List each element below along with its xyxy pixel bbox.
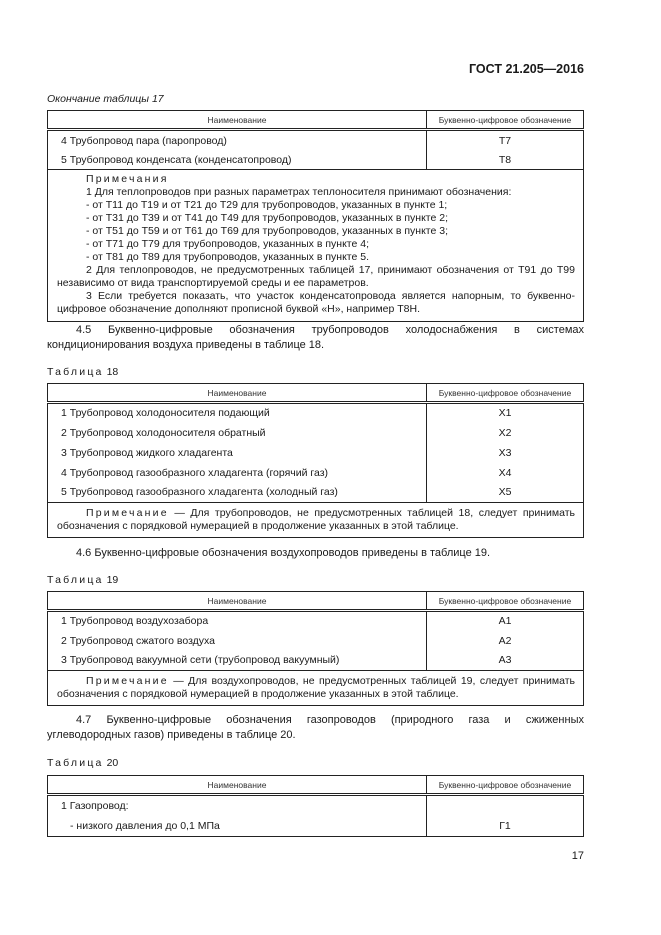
table-caption-number: 18 (106, 366, 119, 378)
note-paragraph-3: 3 Если требуется показать, что участок конденсатопровода является напорным, то буквенно-цифровое обозначение дополняют прописной буквой «Н», например Т8Н. (57, 290, 575, 315)
column-header-code: Буквенно-цифровое обозначение (427, 111, 584, 130)
column-header-name: Наименование (48, 592, 427, 611)
row-name: 2 Трубопровод холодоносителя обратный (48, 423, 427, 443)
table-row (48, 443, 584, 463)
row-name: - низкого давления до 0,1 МПа (48, 817, 427, 837)
table-row (48, 463, 584, 483)
section-4-7-text: 4.7 Буквенно-цифровые обозначения газопроводов (природного газа и сжиженных углеводородных газов) приведены в таблице 20. (47, 714, 584, 741)
column-header-code: Буквенно-цифровое обозначение (427, 776, 584, 795)
table-caption-label: Таблица (47, 757, 104, 769)
note-label: Примечание (86, 675, 169, 687)
table-note-row (48, 671, 584, 706)
note-line: - от Т11 до Т19 и от Т21 до Т29 для трубопроводов, указанных в пункте 1; (86, 199, 448, 211)
row-code: А2 (427, 631, 584, 651)
row-code: Х4 (427, 463, 584, 483)
notes-title: Примечания (86, 173, 169, 185)
row-code: А3 (427, 651, 584, 671)
column-header-code: Буквенно-цифровое обозначение (427, 384, 584, 403)
table-note-row (48, 503, 584, 538)
table-row (48, 423, 584, 443)
page-number: 17 (571, 850, 584, 862)
row-name: 3 Трубопровод вакуумной сети (трубопровод вакуумный) (48, 651, 427, 671)
section-4-5-paragraph (47, 323, 584, 353)
row-code: Т8 (427, 151, 584, 170)
table-caption-number: 20 (106, 757, 119, 769)
table-19 (47, 591, 584, 706)
note-line: - от Т81 до Т89 для трубопроводов, указанных в пункте 5. (86, 251, 369, 263)
table-row (48, 817, 584, 837)
row-code: Г1 (427, 817, 584, 837)
row-name: 3 Трубопровод жидкого хладагента (48, 443, 427, 463)
row-code: Х1 (427, 403, 584, 423)
table-caption-label: Таблица (47, 366, 104, 378)
table-notes-row (48, 170, 584, 322)
table-caption-label: Таблица (47, 574, 104, 586)
column-header-code: Буквенно-цифровое обозначение (427, 592, 584, 611)
table-row (48, 130, 584, 151)
table-20 (47, 775, 584, 837)
row-code (427, 795, 584, 817)
table-header-row (48, 776, 584, 795)
table-header-row (48, 384, 584, 403)
note-text: — Для трубопроводов, не предусмотренных таблицей 18, следует принимать обозначения с порядковой нумерацией в продолжение указанных в этой таблице. (57, 507, 575, 532)
row-name: 4 Трубопровод пара (паропровод) (48, 130, 427, 151)
table-19-caption (47, 574, 118, 586)
column-header-name: Наименование (48, 776, 427, 795)
table-row (48, 151, 584, 170)
row-name: 4 Трубопровод газообразного хладагента (горячий газ) (48, 463, 427, 483)
table-notes (48, 170, 584, 322)
note-line: - от Т31 до Т39 и от Т41 до Т49 для трубопроводов, указанных в пункте 2; (86, 212, 449, 224)
row-code: Х5 (427, 483, 584, 503)
row-code: Х2 (427, 423, 584, 443)
table-header-row (48, 111, 584, 130)
section-4-7-paragraph (47, 713, 584, 743)
row-name: 1 Трубопровод воздухозабора (48, 611, 427, 631)
column-header-name: Наименование (48, 111, 427, 130)
document-code: ГОСТ 21.205—2016 (468, 62, 584, 76)
note-paragraph-2: 2 Для теплопроводов, не предусмотренных таблицей 17, принимают обозначения от Т91 до Т99 независимо от вида транспортируемой среды и ее параметров. (57, 264, 575, 289)
row-name: 1 Трубопровод холодоносителя подающий (48, 403, 427, 423)
note-label: Примечание (86, 507, 169, 519)
table-caption-number: 19 (106, 574, 119, 586)
row-code: А1 (427, 611, 584, 631)
table-note (48, 503, 584, 538)
note-line: - от Т71 до Т79 для трубопроводов, указанных в пункте 4; (86, 238, 369, 250)
table-row (48, 483, 584, 503)
table-note (48, 671, 584, 706)
table-row (48, 403, 584, 423)
table-17-continuation-caption: Окончание таблицы 17 (47, 93, 164, 105)
note-line: 1 Для теплопроводов при разных параметрах теплоносителя принимают обозначения: (86, 186, 512, 198)
row-name: 5 Трубопровод конденсата (конденсатопровод) (48, 151, 427, 170)
row-code: Т7 (427, 130, 584, 151)
section-4-5-text: 4.5 Буквенно-цифровые обозначения трубопроводов холодоснабжения в системах кондиционирования воздуха приведены в таблице 18. (47, 324, 584, 351)
table-row (48, 631, 584, 651)
table-18 (47, 383, 584, 538)
table-row (48, 651, 584, 671)
section-4-6-text: 4.6 Буквенно-цифровые обозначения воздухопроводов приведены в таблице 19. (76, 547, 491, 559)
section-4-6-paragraph (47, 546, 584, 561)
column-header-name: Наименование (48, 384, 427, 403)
table-header-row (48, 592, 584, 611)
row-code: Х3 (427, 443, 584, 463)
table-17 (47, 110, 584, 322)
row-name: 1 Газопровод: (48, 795, 427, 817)
row-name: 2 Трубопровод сжатого воздуха (48, 631, 427, 651)
row-name: 5 Трубопровод газообразного хладагента (холодный газ) (48, 483, 427, 503)
note-text: — Для воздухопроводов, не предусмотренных таблицей 19, следует принимать обозначения с порядковой нумерацией в продолжение указанных в этой таблице. (57, 675, 575, 700)
table-20-caption (47, 757, 118, 769)
table-row (48, 795, 584, 817)
table-row (48, 611, 584, 631)
table-18-caption (47, 366, 118, 378)
note-line: - от Т51 до Т59 и от Т61 до Т69 для трубопроводов, указанных в пункте 3; (86, 225, 449, 237)
